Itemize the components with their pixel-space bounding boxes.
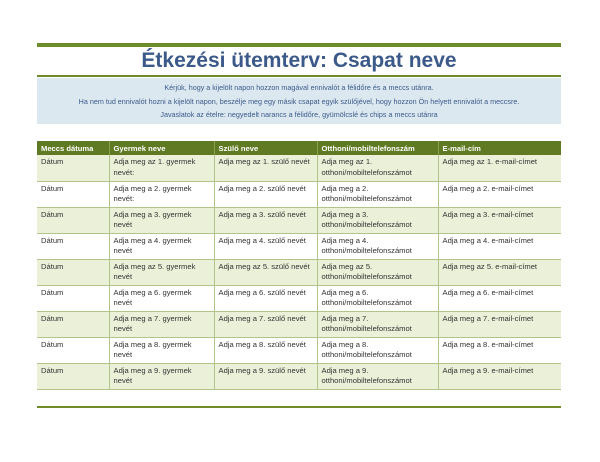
- table-row: [37, 181, 561, 207]
- table-row: [37, 285, 561, 311]
- top-divider: [37, 43, 561, 47]
- cell-phone[interactable]: Adja meg a 8. otthoni/mobiltelefonszámot: [317, 337, 438, 363]
- cell-match-date[interactable]: Dátum: [37, 285, 109, 311]
- header-child-name: Gyermek neve: [109, 141, 214, 155]
- cell-parent-name[interactable]: Adja meg a 2. szülő nevét: [214, 181, 317, 207]
- table-row: [37, 233, 561, 259]
- cell-email[interactable]: Adja meg a 4. e-mail-címet: [438, 233, 561, 259]
- cell-parent-name[interactable]: Adja meg a 8. szülő nevét: [214, 337, 317, 363]
- table-row: [37, 337, 561, 363]
- cell-child-name[interactable]: Adja meg a 7. gyermek nevét: [109, 311, 214, 337]
- cell-email[interactable]: Adja meg a 6. e-mail-címet: [438, 285, 561, 311]
- cell-match-date[interactable]: Dátum: [37, 363, 109, 389]
- cell-child-name[interactable]: Adja meg a 8. gyermek nevét: [109, 337, 214, 363]
- cell-email[interactable]: Adja meg a 8. e-mail-címet: [438, 337, 561, 363]
- cell-phone[interactable]: Adja meg a 3. otthoni/mobiltelefonszámot: [317, 207, 438, 233]
- header-phone: Otthoni/mobiltelefonszám: [317, 141, 438, 155]
- bottom-divider: [37, 406, 561, 408]
- cell-child-name[interactable]: Adja meg a 6. gyermek nevét: [109, 285, 214, 311]
- cell-child-name[interactable]: Adja meg a 9. gyermek nevét: [109, 363, 214, 389]
- table-row: [37, 363, 561, 389]
- cell-email[interactable]: Adja meg a 3. e-mail-címet: [438, 207, 561, 233]
- cell-child-name[interactable]: Adja meg az 5. gyermek nevét: [109, 259, 214, 285]
- cell-phone[interactable]: Adja meg az 5. otthoni/mobiltelefonszámot: [317, 259, 438, 285]
- cell-match-date[interactable]: Dátum: [37, 207, 109, 233]
- cell-child-name[interactable]: Adja meg a 3. gyermek nevét: [109, 207, 214, 233]
- schedule-table: [37, 141, 561, 390]
- cell-match-date[interactable]: Dátum: [37, 155, 109, 181]
- cell-parent-name[interactable]: Adja meg a 9. szülő nevét: [214, 363, 317, 389]
- cell-child-name[interactable]: Adja meg az 1. gyermek nevét:: [109, 155, 214, 181]
- cell-email[interactable]: Adja meg a 7. e-mail-címet: [438, 311, 561, 337]
- cell-parent-name[interactable]: Adja meg a 6. szülő nevét: [214, 285, 317, 311]
- cell-parent-name[interactable]: Adja meg a 3. szülő nevét: [214, 207, 317, 233]
- cell-email[interactable]: Adja meg az 5. e-mail-címet: [438, 259, 561, 285]
- cell-parent-name[interactable]: Adja meg a 4. szülő nevét: [214, 233, 317, 259]
- table-row: [37, 207, 561, 233]
- cell-phone[interactable]: Adja meg a 4. otthoni/mobiltelefonszámot: [317, 233, 438, 259]
- info-line-1: Kérjük, hogy a kijelölt napon hozzon magával ennivalót a félidőre és a meccs utánra.: [164, 83, 434, 92]
- cell-parent-name[interactable]: Adja meg az 5. szülő nevét: [214, 259, 317, 285]
- cell-parent-name[interactable]: Adja meg a 7. szülő nevét: [214, 311, 317, 337]
- table-row: [37, 155, 561, 181]
- cell-match-date[interactable]: Dátum: [37, 259, 109, 285]
- cell-match-date[interactable]: Dátum: [37, 233, 109, 259]
- header-parent-name: Szülő neve: [214, 141, 317, 155]
- info-line-2: Ha nem tud ennivalót hozni a kijelölt napon, beszélje meg egy másik csapat egyik szülőjével, hogy hozzon Ön helyett ennivalót a meccsre.: [78, 96, 520, 106]
- table-row: [37, 259, 561, 285]
- cell-match-date[interactable]: Dátum: [37, 337, 109, 363]
- cell-match-date[interactable]: Dátum: [37, 311, 109, 337]
- info-box: [37, 78, 561, 124]
- cell-phone[interactable]: Adja meg a 6. otthoni/mobiltelefonszámot: [317, 285, 438, 311]
- header-match-date: Meccs dátuma: [37, 141, 109, 155]
- table-row: [37, 311, 561, 337]
- cell-email[interactable]: Adja meg a 9. e-mail-címet: [438, 363, 561, 389]
- cell-email[interactable]: Adja meg az 1. e-mail-címet: [438, 155, 561, 181]
- cell-phone[interactable]: Adja meg az 1. otthoni/mobiltelefonszámot: [317, 155, 438, 181]
- cell-phone[interactable]: Adja meg a 7. otthoni/mobiltelefonszámot: [317, 311, 438, 337]
- cell-phone[interactable]: Adja meg a 9. otthoni/mobiltelefonszámot: [317, 363, 438, 389]
- info-line-3: Javaslatok az ételre: negyedelt narancs a félidőre, gyümölcslé és chips a meccs utánra: [160, 110, 438, 119]
- cell-parent-name[interactable]: Adja meg az 1. szülő nevét: [214, 155, 317, 181]
- cell-match-date[interactable]: Dátum: [37, 181, 109, 207]
- cell-phone[interactable]: Adja meg a 2. otthoni/mobiltelefonszámot: [317, 181, 438, 207]
- header-email: E-mail-cím: [438, 141, 561, 155]
- page-title: Étkezési ütemterv: Csapat neve: [141, 49, 457, 72]
- cell-email[interactable]: Adja meg a 2. e-mail-címet: [438, 181, 561, 207]
- title-divider: [37, 75, 561, 77]
- cell-child-name[interactable]: Adja meg a 2. gyermek nevét:: [109, 181, 214, 207]
- table-header-row: [37, 141, 561, 155]
- cell-child-name[interactable]: Adja meg a 4. gyermek nevét: [109, 233, 214, 259]
